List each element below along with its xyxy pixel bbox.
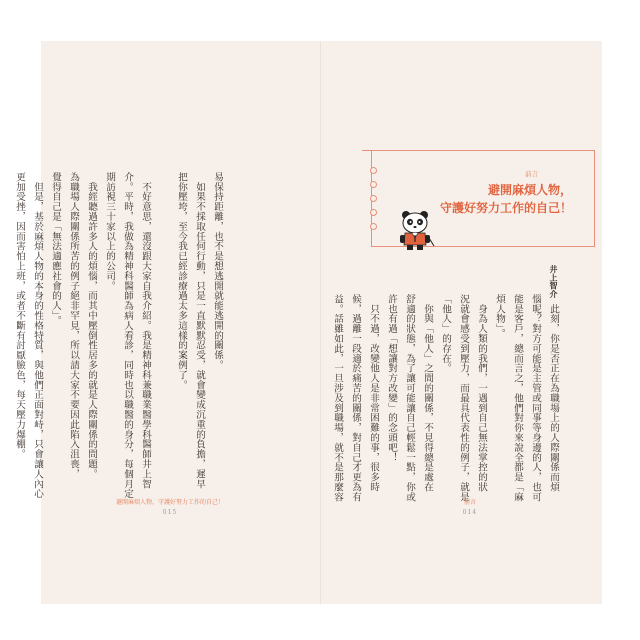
book-gutter (320, 41, 321, 604)
right-footer-title: 前言 (463, 499, 476, 506)
text-column: 況就會感受到壓力，而最具代表性的例子，就是 (458, 294, 469, 502)
text-column: 惱呢？對方可能是主管或同事等身邊的人，也可 (530, 294, 541, 502)
text-column: 「他人」的存在。 (440, 294, 451, 374)
text-column: 如果不採取任何行動，只是一直默默忍受，就會變成沉重的負擔，遲早 (194, 172, 205, 489)
text-column: 身為人類的我們，一遇到自己無法掌控的狀 (476, 294, 487, 492)
card-binder-ring (370, 181, 377, 188)
title-card-rule (362, 150, 594, 151)
left-footer-title: 避開麻煩人物，守護好努力工作的自己！ (115, 499, 224, 506)
text-column: 只不過，改變他人是非常困難的事，很多時 (368, 294, 379, 492)
text-column: 益。話雖如此，一旦涉及到職場，就不是那麼容 (332, 294, 343, 502)
text-column: 易保持距離，也不是想逃開就能逃開的關係。 (212, 172, 223, 370)
card-binder-ring (370, 223, 377, 230)
text-column: 把你壓垮，至今我已經診療過太多這樣的案例了。 (176, 172, 187, 390)
author-name: 井上智介 (549, 265, 559, 299)
text-column: 煩人物」。 (494, 294, 505, 339)
text-column: 舒適的狀態，為了讓可能讓自己輕鬆一點，你或 (404, 294, 415, 502)
text-column (154, 172, 172, 442)
text-column: 覺得自己是「無法適應社會的人」。 (50, 172, 61, 326)
text-column: 候，過離一段適於痛苦的關係，對自己才更為有 (350, 294, 361, 502)
text-column: 期訪視三十家以上的公司。 (104, 172, 115, 291)
chapter-title-line2: 守護好努力工作的自己！ (439, 201, 572, 215)
text-column: 介。平時，我做為精神科醫師為病人看診，同時也以職醫的身分，每個月定 (122, 172, 133, 499)
card-binder-ring (370, 167, 377, 174)
text-column: 你與「他人」之間的關係，不見得總是處在 (422, 294, 433, 492)
text-column: 更加受挫，因而害怕上班，或者不斷有討厭臉色，每天壓力爆棚。 (14, 172, 25, 460)
card-binder-ring (370, 209, 377, 216)
text-column: 我經聽過許多人的煩惱，而其中壓倒性居多的就是人際關係的問題。 (86, 172, 97, 479)
text-column: 此刻，你是否正在為職場上的人際關係而煩 (548, 294, 559, 492)
right-page-number: 014 (462, 509, 478, 516)
text-column: 不好意思，還沒跟大家自我介紹。我是精神科兼職業醫學科醫師井上智 (140, 172, 151, 489)
text-column: 許也有過「想讓對方改變」的念頭吧！ (386, 294, 397, 463)
text-column: 能是客戶，總而言之，他們對你來說全都是「麻 (512, 294, 523, 502)
left-page-number: 015 (162, 509, 178, 516)
right-page-footer (440, 497, 500, 516)
card-binder-ring (370, 195, 377, 202)
left-page-body (10, 172, 226, 499)
left-page-footer (110, 497, 230, 516)
text-column: 但是，基於麻煩人物的本身的性格特質，與他們正面對峙，只會讓人內心 (32, 172, 43, 499)
panda-mascot-illustration (396, 208, 436, 252)
text-column: 為職場人際關係所苦的例子絕非罕見，所以請大家不要因此陷入沮喪， (68, 172, 79, 479)
right-page-body (328, 294, 562, 502)
preface-label: 前言 (525, 170, 538, 178)
chapter-title-line1: 避開麻煩人物， (487, 183, 572, 197)
